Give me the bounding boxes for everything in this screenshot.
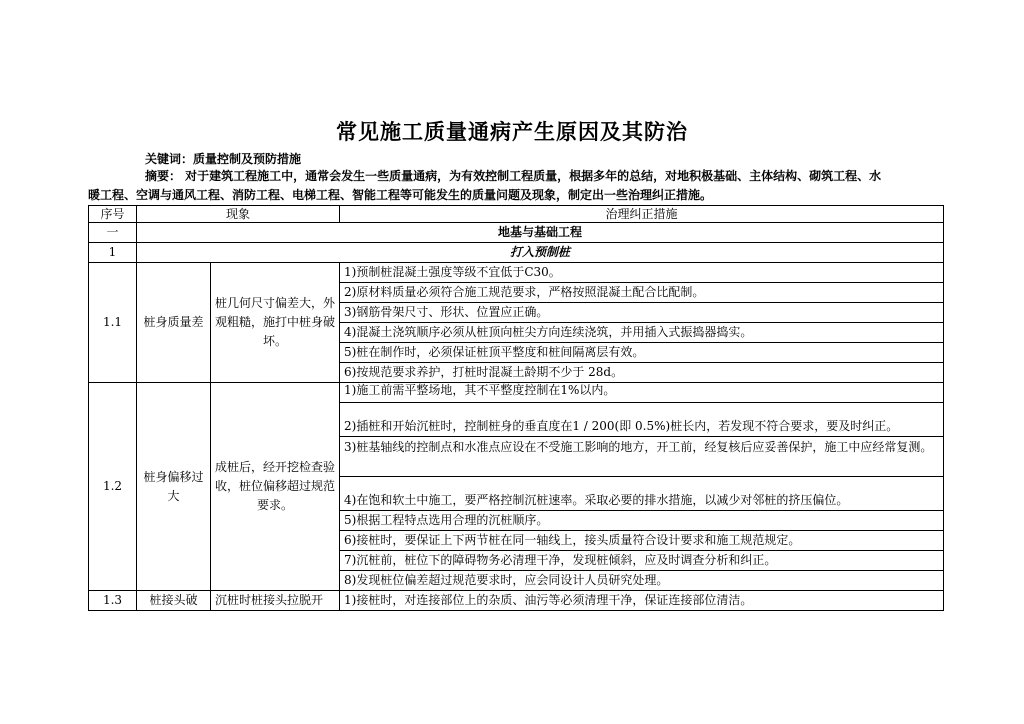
measure-item: 5)根据工程特点选用合理的沉桩顺序。 — [340, 511, 944, 531]
subsection-no: 1 — [89, 243, 137, 263]
row-issue: 桩接头破 — [137, 591, 211, 611]
measure-item: 5)桩在制作时，必须保证桩顶平整度和桩间隔离层有效。 — [340, 343, 944, 363]
measure-item: 3)桩基轴线的控制点和水准点应设在不受施工影响的地方，开工前，经复核后应妥善保护，施工中应经常复测。 — [340, 437, 944, 477]
measure-item: 1)接桩时，对连接部位上的杂质、油污等必须清理干净，保证连接部位清洁。 — [340, 591, 944, 611]
measure-item: 4)在饱和软土中施工，要严格控制沉桩速率。采取必要的排水措施，以减少对邻桩的挤压偏位。 — [340, 477, 944, 511]
measure-item: 1)施工前需平整场地，其不平整度控制在1%以内。 — [340, 383, 944, 403]
abstract-line-2: 暖工程、空调与通风工程、消防工程、电梯工程、智能工程等可能发生的质量问题及现象，制定出一些治理纠正措施。 — [88, 188, 713, 202]
abstract — [88, 167, 943, 205]
measure-item: 3)钢筋骨架尺寸、形状、位置应正确。 — [340, 303, 944, 323]
table-row — [89, 383, 944, 403]
measures-table — [88, 205, 944, 611]
measure-item: 6)接桩时，要保证上下两节桩在同一轴线上，接头质量符合设计要求和施工规范规定。 — [340, 531, 944, 551]
measure-item: 6)按规范要求养护，打桩时混凝土龄期不少于 28d。 — [340, 363, 944, 383]
row-issue: 桩身偏移过大 — [137, 383, 211, 591]
measure-item: 7)沉桩前，桩位下的障碍物务必清理干净，发现桩倾斜，应及时调查分析和纠正。 — [340, 551, 944, 571]
measure-item: 4)混凝土浇筑顺序必须从桩顶向桩尖方向连续浇筑，并用插入式振捣器捣实。 — [340, 323, 944, 343]
measure-item: 8)发现桩位偏差超过规范要求时，应会同设计人员研究处理。 — [340, 571, 944, 591]
keywords: 关键词：质量控制及预防措施 — [145, 152, 302, 166]
abstract-line-1: 摘要： 对于建筑工程施工中，通常会发生一些质量通病，为有效控制工程质量，根据多年的总结，对地积极基础、主体结构、砌筑工程、水 — [145, 169, 882, 183]
document-title: 常见施工质量通病产生原因及其防治 — [336, 119, 688, 144]
row-no: 1.3 — [89, 591, 137, 611]
header-measures: 治理纠正措施 — [340, 206, 944, 223]
subsection-title: 打入预制桩 — [137, 243, 944, 263]
section-row — [89, 223, 944, 243]
measure-item: 2)原材料质量必须符合施工规范要求，严格按照混凝土配合比配制。 — [340, 283, 944, 303]
row-no: 1.1 — [89, 263, 137, 383]
measure-item: 2)插桩和开始沉桩时，控制桩身的垂直度在1 / 200(即 0.5%)桩长内，若发现不符合要求，要及时纠正。 — [340, 403, 944, 437]
section-no: 一 — [89, 223, 137, 243]
header-no: 序号 — [89, 206, 137, 223]
row-detail: 沉桩时桩接头拉脱开 — [211, 591, 340, 611]
table-row — [89, 263, 944, 283]
row-issue: 桩身质量差 — [137, 263, 211, 383]
header-phenomenon: 现象 — [137, 206, 340, 223]
row-detail: 成桩后，经开挖检查验收，桩位偏移超过规范要求。 — [211, 383, 340, 591]
table-header-row — [89, 206, 944, 223]
measure-item: 1)预制桩混凝土强度等级不宜低于C30。 — [340, 263, 944, 283]
section-title: 地基与基础工程 — [137, 223, 944, 243]
table-row — [89, 591, 944, 611]
row-no: 1.2 — [89, 383, 137, 591]
row-detail: 桩几何尺寸偏差大，外观粗糙，施打中桩身破坏。 — [211, 263, 340, 383]
subsection-row — [89, 243, 944, 263]
